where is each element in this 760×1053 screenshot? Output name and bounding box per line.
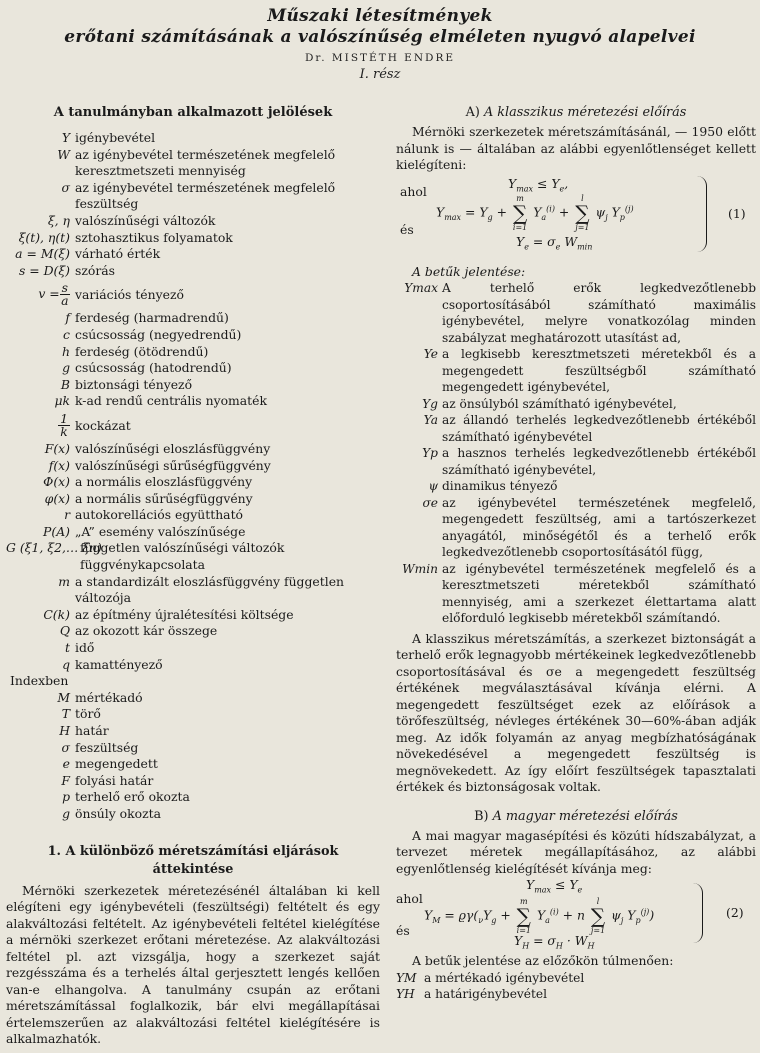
definition-text: a hasznos terhelés legkedvezőtlenebb értékéből számítható igénybevétel, <box>442 446 756 477</box>
notation-row <box>6 393 380 410</box>
equation-1 <box>396 174 756 260</box>
index-symbol: M <box>57 689 70 705</box>
notation-symbol <box>6 410 75 439</box>
definition-text: az igénybevétel természetének megfelelő és a keresztmetszeti méretekből számítható mennyiség, ami a szerkezet élettartama alatt előforduló legkisebb méretekből számítandó. <box>442 561 756 625</box>
index-desc: megengedett <box>75 756 158 772</box>
index-desc: terhelő erő okozta <box>75 789 190 805</box>
index-symbol: p <box>62 789 70 805</box>
definition-row <box>396 495 756 561</box>
notation-symbol: Y <box>61 130 70 145</box>
notation-heading: A tanulmányban alkalmazott jelölések <box>53 105 333 120</box>
notation-desc: az igénybevétel természetének megfelelő feszültség <box>75 179 336 212</box>
notation-row <box>6 410 380 439</box>
definition-symbol: Ye <box>423 347 438 361</box>
notation-symbol: B <box>60 376 70 392</box>
definition-row <box>396 561 756 627</box>
notation-desc: valószínűségi változók <box>75 212 216 228</box>
fraction-denominator: a <box>61 293 69 309</box>
notation-desc: kockázat <box>75 417 131 433</box>
notation-symbol: f(x) <box>48 457 70 473</box>
section-1-paragraph: Mérnöki szerkezetek méretezésénél általában ki kell elégíteni egy igénybevételi (feszültségi) feltételt és egy alakváltozási feltételt. Az igénybevételi feltétel kielégítése a mérnöki szerkezet erőtani méretezése. Az alakváltozási feltétel pl. azt vizsgálja, hogy a szerkezet saját rezgésszáma és a terhelés által gerjesztett lengés kellően van-e elhangolva. A tanulmány csupán az erőtani méretszámítással foglalkozik, bár elvi megállapításai értelemszerűen az alakváltozási feltétel kielégítésére is alkalmazhatók. <box>6 882 380 1047</box>
index-desc: törő <box>75 706 101 722</box>
section-b-letter: B) <box>474 808 489 824</box>
notation-desc: kamattényező <box>75 656 163 672</box>
eq2-line2: $Y_M = ϱ\gamma(_\nu Y_g$ + m ∑ i=1 $Y_a^{(i)} + n$ l ∑ j=1 $\psi_j$ $Y_p^{(j)}$) <box>424 897 655 935</box>
definition-symbol: σe <box>422 495 438 510</box>
section-b-intro: A mai magyar magasépítési és közúti hídszabályzat, a tervezet méretek megállapításához, az alábbi egyenlőtlenség kielégítését kívánja meg: <box>396 827 756 876</box>
definition-row <box>396 986 756 1003</box>
equation-brace <box>692 883 703 943</box>
definition-symbol: Yp <box>422 446 438 460</box>
notation-desc: csúcsosság (hatodrendű) <box>75 360 232 376</box>
definition-text: a határigénybevétel <box>424 987 548 1001</box>
section-1-title: 1. A különböző méretszámítási eljárások áttekintése <box>47 843 339 877</box>
notation-symbol: W <box>57 146 70 162</box>
definition-symbol: Ya <box>423 413 438 427</box>
notation-row <box>6 507 380 524</box>
eq2-ahol: ahol <box>396 891 423 906</box>
notation-symbol: c <box>63 326 70 342</box>
index-row <box>6 690 380 707</box>
definition-row <box>396 280 756 346</box>
notation-desc: a standardizált eloszlásfüggvény független változója <box>75 573 345 606</box>
eq1-ahol: ahol <box>400 183 427 199</box>
notation-symbol: a = M(ξ) <box>15 246 70 262</box>
definition-row <box>396 478 756 495</box>
notation-desc: az igénybevétel természetének megfelelő keresztmetszeti mennyiség <box>75 146 336 179</box>
notation-symbol: φ(x) <box>44 490 70 506</box>
index-symbol: T <box>61 706 70 722</box>
equation-2 <box>396 877 756 953</box>
eq1-line2: $Y_{max} = Y_g$ + m ∑ i=1 $Y_a^{(i)}$ + l ∑ j=1 $\psi_j$ $Y_p^{(j)}$ <box>436 193 634 232</box>
notation-symbol: r <box>64 507 70 523</box>
index-desc: határ <box>75 723 109 738</box>
author: Dr. MISTÉTH ENDRE <box>304 52 456 64</box>
notation-desc: az okozott kár összege <box>75 623 218 639</box>
index-symbol: g <box>62 805 70 821</box>
notation-desc: szórás <box>75 262 116 278</box>
notation-symbol: P(A) <box>43 523 70 539</box>
notation-row <box>6 263 380 280</box>
definition-row <box>396 396 756 413</box>
section-a-letter: A) <box>465 105 480 120</box>
part-label: I. rész <box>359 67 401 82</box>
notation-symbol: q <box>62 656 70 672</box>
index-row <box>6 789 380 806</box>
definition-symbol: YH <box>396 987 415 1001</box>
definition-symbol: Yg <box>422 396 438 411</box>
notation-symbol: σ <box>61 179 70 195</box>
index-desc: önsúly okozta <box>75 805 162 821</box>
notation-row <box>6 474 380 491</box>
notation-list <box>6 130 380 823</box>
index-symbol: σ <box>61 739 70 755</box>
definition-symbol: Ymax <box>404 281 438 295</box>
index-row <box>6 706 380 723</box>
index-row <box>6 756 380 773</box>
fraction-numerator: s <box>61 280 68 296</box>
notation-row <box>6 282 380 307</box>
notation-row <box>6 344 380 361</box>
section-a-title <box>396 104 756 122</box>
notation-desc: várható érték <box>75 246 161 262</box>
section-a-title-text: A klasszikus méretezési előírás <box>483 105 687 120</box>
notation-desc: valószínűségi sűrűségfüggvény <box>75 457 271 473</box>
notation-symbol <box>6 282 75 307</box>
notation-row <box>6 607 380 624</box>
notation-row <box>6 491 380 508</box>
eq2-line1: $Y_{max} \le Y_e$ <box>526 877 583 895</box>
section-a-paragraph: A klasszikus méretszámítás, a szerkezet biztonságát a terhelő erők legnagyobb mértékeinek legkedvezőtlenebb csoportosításával és σe a megengedett feszültség értékének megválasztásával kívánja elérni. A megengedett feszültséget ezek az előírások a törőfeszültség, névleges értékének 30—60%-ában adják meg. Az idők folyamán az anyag megbízhatóságának növekedésével a megengedett feszültség is megnövekedett. Az így előírt feszültségek tapasztalati értékek és biztonságosak voltak. <box>396 630 756 794</box>
index-desc: folyási határ <box>75 772 154 788</box>
notation-row <box>6 623 380 640</box>
notation-row <box>6 540 380 573</box>
notation-symbol: ξ, η <box>47 212 70 228</box>
notation-row <box>6 574 380 607</box>
notation-symbol: t <box>65 640 70 656</box>
equation-number-1: (1) <box>728 205 746 221</box>
notation-symbol: h <box>62 343 70 359</box>
index-label: Indexben <box>10 673 69 689</box>
notation-row <box>6 147 380 180</box>
eq1-line1: $Y_{max} \le Y_e$, <box>508 175 569 193</box>
fraction-denominator: k <box>60 423 68 439</box>
notation-desc: a normális sűrűségfüggvény <box>75 490 253 506</box>
definition-symbol: Wmin <box>402 561 438 576</box>
definition-text: az állandó terhelés legkedvezőtlenebb értékéből számítható igénybevétel <box>442 413 756 444</box>
definition-row <box>396 970 756 987</box>
notation-row <box>6 458 380 475</box>
right-column <box>396 104 756 1003</box>
index-symbol: F <box>61 772 70 788</box>
definition-row <box>396 412 756 445</box>
index-symbol: e <box>62 756 70 772</box>
notation-symbol: Q <box>59 623 70 639</box>
definition-row <box>396 445 756 478</box>
title-line-1: Műszaki létesítmények <box>267 6 493 26</box>
notation-desc: független valószínűségi változók függvénykapcsolata <box>80 540 285 573</box>
notation-row <box>6 360 380 377</box>
fraction <box>60 282 70 307</box>
notation-symbol: m <box>58 573 70 589</box>
equation-number-2: (2) <box>726 905 744 920</box>
notation-symbol-prefix: v = <box>38 286 60 302</box>
eq1-es: és <box>400 221 414 237</box>
left-column <box>6 104 380 1048</box>
notation-desc: idő <box>75 640 95 656</box>
section-b-title <box>396 808 756 826</box>
notation-symbol: G (ξ1, ξ2,… ξn) <box>6 540 102 556</box>
title-line-2: erőtani számításának a valószínűség elméleten nyugvó alapelvei <box>64 27 696 47</box>
index-row <box>6 723 380 740</box>
index-desc: feszültség <box>75 739 139 755</box>
definition-text: dinamikus tényező <box>442 479 558 493</box>
notation-symbol: F(x) <box>44 440 70 456</box>
notation-desc: az építmény újralétesítési költsége <box>75 606 294 622</box>
notation-desc: igénybevétel <box>75 130 156 145</box>
sum-symbol: m ∑ i=1 <box>516 897 531 935</box>
notation-desc: biztonsági tényező <box>75 376 193 392</box>
definition-text: a mértékadó igénybevétel <box>424 970 585 985</box>
notation-desc: sztohasztikus folyamatok <box>75 229 233 245</box>
notation-row <box>6 441 380 458</box>
notation-row <box>6 130 380 147</box>
notation-row <box>6 213 380 230</box>
section-b-title-text: A magyar méretezési előírás <box>492 808 678 824</box>
sum-symbol: l ∑ j=1 <box>575 193 590 232</box>
section-a-intro: Mérnöki szerkezetek méretszámításánál, — 1950 előtt nálunk is — általában az alábbi egyenlőtlenséget kellett kielégíteni: <box>396 124 756 172</box>
equation-brace <box>696 176 707 252</box>
eq2-line3: $Y_H = \sigma_H \cdot W_H$ <box>514 933 595 951</box>
notation-symbol: s = D(ξ) <box>18 262 70 278</box>
notation-symbol: Φ(x) <box>43 474 70 490</box>
sum-symbol: l ∑ j=1 <box>590 897 606 935</box>
fraction-numerator: 1 <box>60 410 68 426</box>
notation-row <box>6 377 380 394</box>
definition-text: az igénybevétel természetének megfelelő, megengedett feszültség, ami a tartószerkezet anyagától, minőségétől és a terhelő erők legkedvezőtlenebb csoportosításától függ, <box>442 495 756 559</box>
definition-symbol: YM <box>396 970 417 985</box>
notation-desc: csúcsosság (negyedrendű) <box>75 326 242 342</box>
notation-row <box>6 246 380 263</box>
notation-symbol: g <box>62 360 70 376</box>
notation-desc: valószínűségi eloszlásfüggvény <box>75 440 271 456</box>
notation-desc: variációs tényező <box>75 287 184 303</box>
definition-text: a legkisebb keresztmetszeti méretekből és a megengedett feszültségből számítható megengedett igénybevétel, <box>442 347 756 394</box>
eq2-es: és <box>396 923 410 938</box>
notation-desc: ferdeség (harmadrendű) <box>75 310 229 326</box>
sum-symbol: m ∑ i=1 <box>512 193 528 232</box>
definition-symbol: ψ <box>428 479 438 493</box>
section-b-letters-note: A betűk jelentése az előzőkön túlmenően: <box>412 953 674 968</box>
notation-row <box>6 657 380 674</box>
notation-desc: „A” esemény valószínűsége <box>75 523 246 539</box>
index-row <box>6 773 380 790</box>
notation-symbol: f <box>65 310 70 326</box>
notation-symbol: μk <box>54 393 70 409</box>
notation-desc: autokorellációs együttható <box>75 507 244 523</box>
definition-text: A terhelő erők legkedvezőtlenebb csoportosításából számítható maximális igénybevétel, melyre vonatkozólag minden szabályzat meghatározott utasítást ad, <box>442 281 756 345</box>
eq1-line3: $Y_e = \sigma_e$ $W_{min}$ <box>516 233 593 251</box>
notation-desc: k-ad rendű centrális nyomaték <box>75 393 267 409</box>
notation-row <box>6 230 380 247</box>
notation-row <box>6 180 380 213</box>
notation-row <box>6 524 380 541</box>
definition-text: az önsúlyból számítható igénybevétel, <box>442 396 677 411</box>
notation-row <box>6 327 380 344</box>
letters-heading: A betűk jelentése: <box>412 263 526 279</box>
index-symbol: H <box>59 723 70 738</box>
definition-row <box>396 346 756 396</box>
notation-symbol: C(k) <box>43 606 70 622</box>
notation-desc: ferdeség (ötödrendű) <box>75 343 209 359</box>
notation-desc: a normális eloszlásfüggvény <box>75 474 253 490</box>
notation-symbol: ξ(t), η(t) <box>18 229 70 245</box>
index-row <box>6 806 380 823</box>
fraction <box>58 410 70 439</box>
notation-row <box>6 640 380 657</box>
index-row <box>6 740 380 757</box>
notation-row <box>6 310 380 327</box>
index-desc: mértékadó <box>75 689 143 705</box>
